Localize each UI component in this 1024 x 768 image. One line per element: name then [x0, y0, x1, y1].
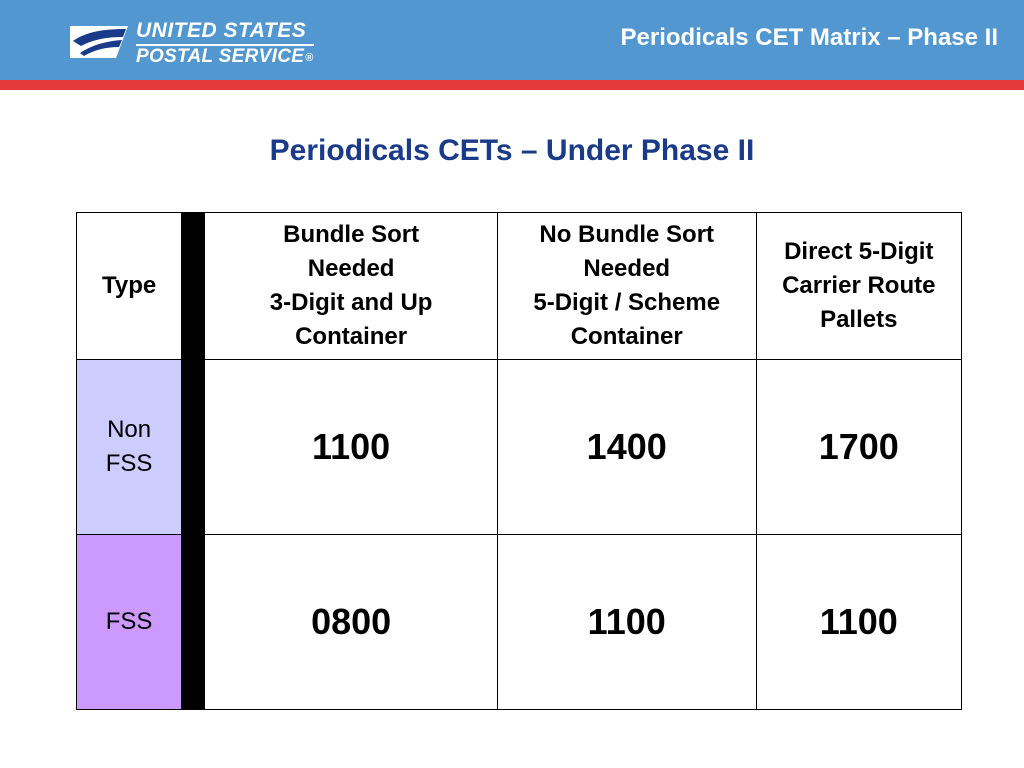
row-type-line: FSS — [105, 608, 153, 635]
row-type-line: Non — [107, 416, 152, 443]
column-header-no-bundle-sort-needed — [497, 213, 756, 360]
header-line: Needed — [583, 255, 671, 282]
cell-value: 1700 — [756, 360, 961, 535]
cell-value: 1100 — [205, 360, 498, 535]
cell-value: 0800 — [205, 535, 498, 710]
header-line: Bundle Sort — [283, 221, 420, 248]
logo-line-1: UNITED STATES — [136, 19, 307, 42]
cell-value: 1100 — [756, 535, 961, 710]
usps-logo — [68, 18, 318, 67]
logo-line-2 — [136, 44, 314, 66]
table-header-row — [77, 213, 962, 360]
header-line: 5-Digit / Scheme — [533, 289, 721, 316]
header-line: Direct 5-Digit — [784, 238, 934, 265]
header-title: Periodicals CET Matrix – Phase II — [620, 24, 998, 51]
logo-line-2-text: POSTAL SERVICE — [136, 46, 305, 67]
header-line: 3-Digit and Up — [269, 289, 433, 316]
cell-value: 1400 — [497, 360, 756, 535]
column-divider — [182, 213, 205, 710]
column-header-direct-5-digit — [756, 213, 961, 360]
header-line: Container — [295, 323, 408, 350]
logo-wordmark — [136, 18, 314, 66]
registered-mark: ® — [305, 52, 314, 64]
column-header-bundle-sort-needed — [205, 213, 498, 360]
header-line: Carrier Route — [782, 272, 936, 299]
eagle-icon — [68, 20, 134, 60]
table-row — [77, 535, 962, 710]
header-line: No Bundle Sort — [539, 221, 715, 248]
header-line: Needed — [307, 255, 395, 282]
row-type-line: FSS — [105, 450, 153, 477]
header-accent-stripe — [0, 80, 1024, 90]
header-line: Container — [570, 323, 683, 350]
row-type-non-fss — [77, 360, 182, 535]
cell-value: 1100 — [497, 535, 756, 710]
row-type-fss — [77, 535, 182, 710]
slide-title: Periodicals CETs – Under Phase II — [269, 134, 755, 167]
table-row — [77, 360, 962, 535]
cet-matrix-table — [76, 212, 962, 710]
header-line: Pallets — [820, 306, 898, 333]
column-header-type — [77, 213, 182, 360]
column-header-type-text: Type — [102, 272, 157, 299]
